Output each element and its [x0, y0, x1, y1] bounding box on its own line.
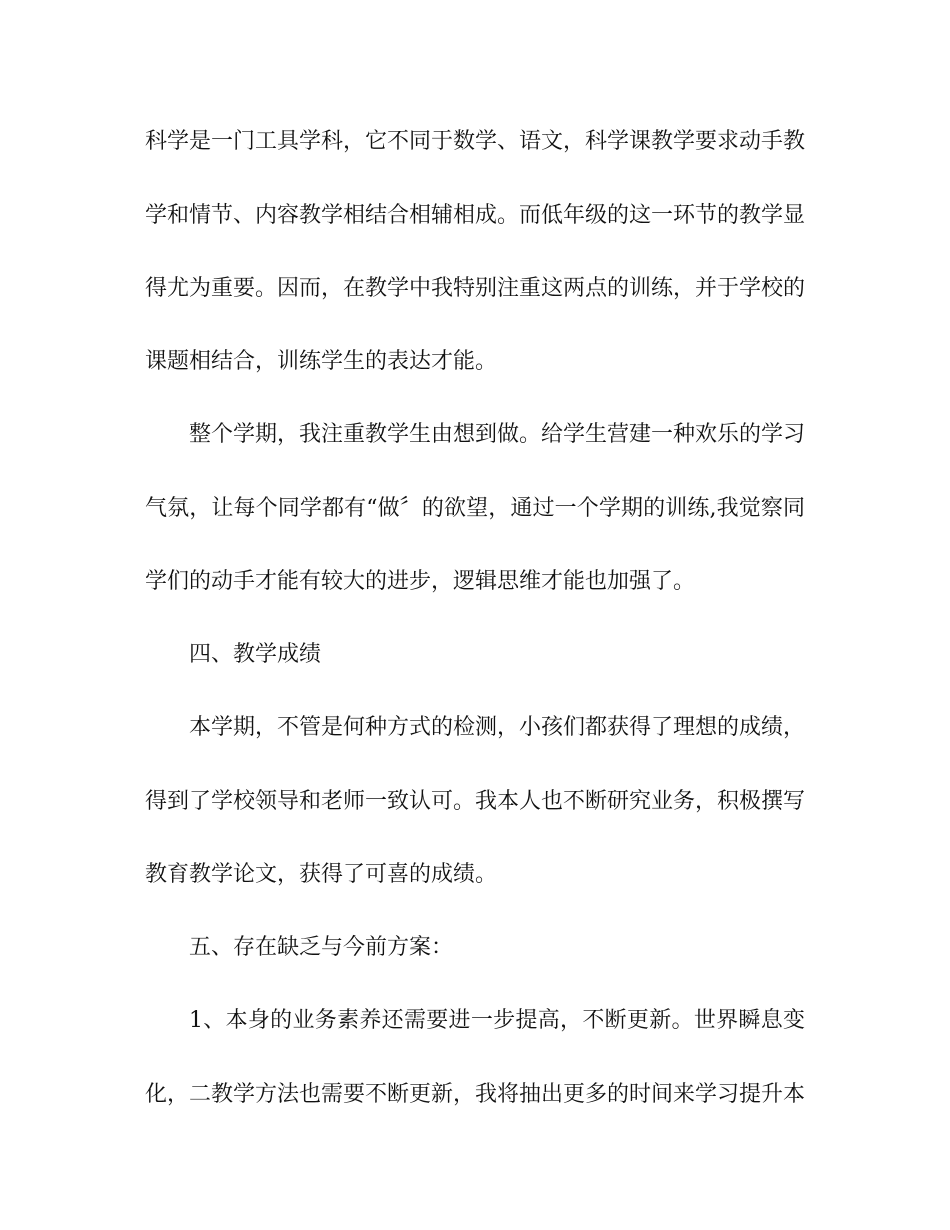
text-line-5: 整个学期，我注重教学生由想到做。给学生营建一种欢乐的学习 — [189, 422, 805, 447]
text-line-6: 气氛，让每个同学都有“做〞的欲望，通过一个学期的训练,我觉察同 — [145, 496, 805, 521]
text-line-7: 学们的动手才能有较大的进步，逻辑思维才能也加强了。 — [145, 569, 696, 594]
text-line-1: 科学是一门工具学科，它不同于数学、语文，科学课教学要求动手教 — [145, 129, 805, 154]
text-line-9: 本学期，不管是何种方式的检测，小孩们都获得了理想的成绩， — [189, 715, 805, 740]
text-line-4: 课题相结合，训练学生的表达才能。 — [145, 349, 498, 374]
text-line-13: 1、本身的业务素养还需要进一步提高，不断更新。世界瞬息变 — [189, 1008, 805, 1033]
text-line-2: 学和情节、内容教学相结合相辅相成。而低年级的这一环节的教学显 — [145, 203, 805, 228]
section-heading-5: 五、存在缺乏与今前方案： — [189, 935, 454, 960]
section-heading-4: 四、教学成绩 — [189, 642, 322, 667]
text-line-3: 得尤为重要。因而，在教学中我特别注重这两点的训练，并于学校的 — [145, 276, 805, 301]
text-line-14: 化，二教学方法也需要不断更新，我将抽出更多的时间来学习提升本 — [145, 1082, 805, 1107]
text-line-11: 教育教学论文，获得了可喜的成绩。 — [145, 862, 498, 887]
text-line-10: 得到了学校领导和老师一致认可。我本人也不断研究业务，积极撰写 — [145, 789, 805, 814]
